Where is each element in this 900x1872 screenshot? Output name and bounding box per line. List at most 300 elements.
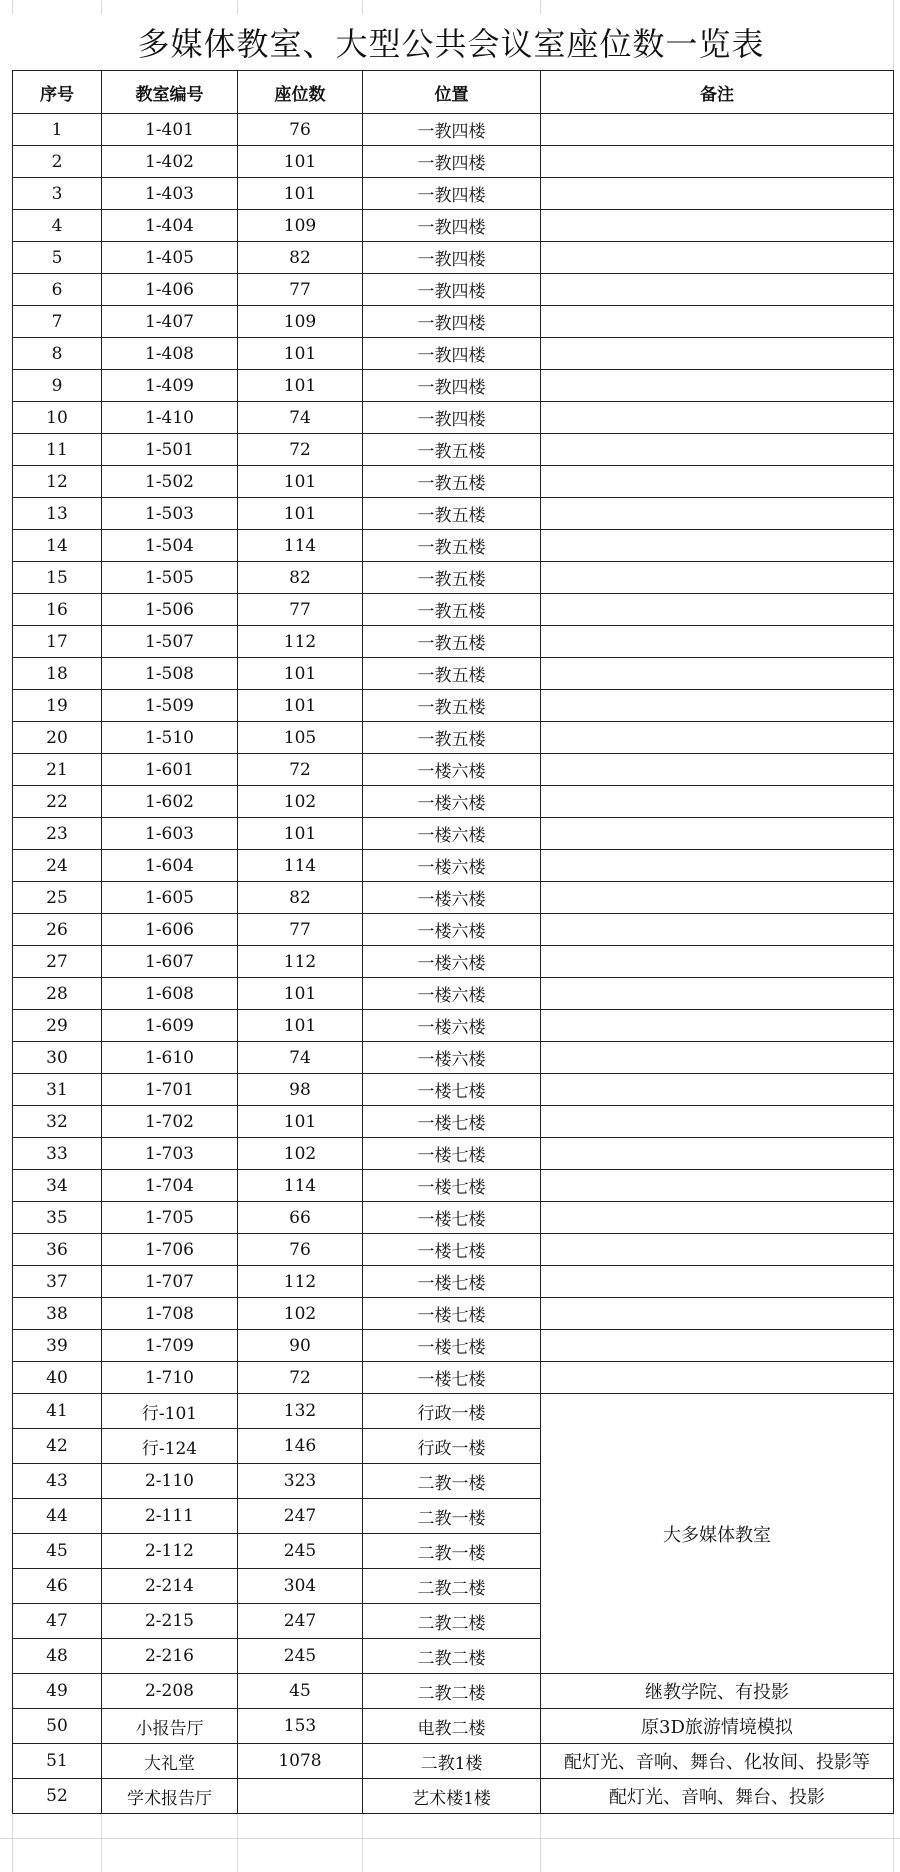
cell-location: 一教四楼 bbox=[363, 178, 541, 210]
cell-room: 1-601 bbox=[102, 754, 238, 786]
cell-seats: 247 bbox=[238, 1604, 363, 1639]
cell-seats: 245 bbox=[238, 1534, 363, 1569]
cell-note bbox=[541, 1074, 894, 1106]
header-no: 序号 bbox=[13, 71, 102, 114]
cell-no: 6 bbox=[13, 274, 102, 306]
cell-room: 大礼堂 bbox=[102, 1744, 238, 1779]
cell-seats: 101 bbox=[238, 658, 363, 690]
cell-note bbox=[541, 1266, 894, 1298]
table-row bbox=[13, 882, 894, 914]
cell-location: 一教五楼 bbox=[363, 626, 541, 658]
cell-seats: 76 bbox=[238, 114, 363, 146]
cell-room: 2-208 bbox=[102, 1674, 238, 1709]
cell-note bbox=[541, 562, 894, 594]
table-row bbox=[13, 1674, 894, 1709]
table-row bbox=[13, 306, 894, 338]
table-row bbox=[13, 1106, 894, 1138]
cell-no: 28 bbox=[13, 978, 102, 1010]
cell-note bbox=[541, 1042, 894, 1074]
cell-note: 继教学院、有投影 bbox=[541, 1674, 894, 1709]
cell-note bbox=[541, 338, 894, 370]
cell-location: 一楼六楼 bbox=[363, 754, 541, 786]
cell-no: 11 bbox=[13, 434, 102, 466]
cell-room: 1-705 bbox=[102, 1202, 238, 1234]
cell-seats: 74 bbox=[238, 402, 363, 434]
cell-note bbox=[541, 818, 894, 850]
cell-seats: 102 bbox=[238, 1138, 363, 1170]
table-row bbox=[13, 466, 894, 498]
cell-seats: 1078 bbox=[238, 1744, 363, 1779]
cell-location: 一楼七楼 bbox=[363, 1138, 541, 1170]
cell-note bbox=[541, 978, 894, 1010]
cell-location: 一教五楼 bbox=[363, 466, 541, 498]
cell-room: 1-604 bbox=[102, 850, 238, 882]
cell-note bbox=[541, 658, 894, 690]
cell-seats: 112 bbox=[238, 1266, 363, 1298]
cell-no: 24 bbox=[13, 850, 102, 882]
cell-note bbox=[541, 1010, 894, 1042]
cell-room: 1-403 bbox=[102, 178, 238, 210]
cell-no: 52 bbox=[13, 1779, 102, 1814]
cell-room: 1-410 bbox=[102, 402, 238, 434]
cell-no: 1 bbox=[13, 114, 102, 146]
header-row bbox=[13, 71, 894, 114]
cell-location: 二教一楼 bbox=[363, 1499, 541, 1534]
cell-location: 一教五楼 bbox=[363, 658, 541, 690]
cell-room: 1-401 bbox=[102, 114, 238, 146]
table-row bbox=[13, 754, 894, 786]
cell-seats: 114 bbox=[238, 1170, 363, 1202]
cell-note bbox=[541, 402, 894, 434]
table-row bbox=[13, 402, 894, 434]
table-row bbox=[13, 434, 894, 466]
header-room: 教室编号 bbox=[102, 71, 238, 114]
cell-note bbox=[541, 1202, 894, 1234]
cell-location: 一楼六楼 bbox=[363, 882, 541, 914]
cell-room: 1-702 bbox=[102, 1106, 238, 1138]
cell-room: 1-606 bbox=[102, 914, 238, 946]
table-row bbox=[13, 338, 894, 370]
table-row bbox=[13, 370, 894, 402]
cell-location: 二教二楼 bbox=[363, 1674, 541, 1709]
cell-seats: 304 bbox=[238, 1569, 363, 1604]
cell-seats: 90 bbox=[238, 1330, 363, 1362]
cell-seats: 82 bbox=[238, 882, 363, 914]
cell-room: 2-111 bbox=[102, 1499, 238, 1534]
cell-no: 40 bbox=[13, 1362, 102, 1394]
cell-location: 一教四楼 bbox=[363, 370, 541, 402]
cell-room: 1-506 bbox=[102, 594, 238, 626]
cell-note bbox=[541, 498, 894, 530]
cell-note: 原3D旅游情境模拟 bbox=[541, 1709, 894, 1744]
table-row bbox=[13, 1266, 894, 1298]
cell-room: 1-407 bbox=[102, 306, 238, 338]
cell-seats: 101 bbox=[238, 466, 363, 498]
cell-seats: 102 bbox=[238, 786, 363, 818]
cell-note bbox=[541, 274, 894, 306]
cell-no: 39 bbox=[13, 1330, 102, 1362]
table-row bbox=[13, 178, 894, 210]
cell-seats: 45 bbox=[238, 1674, 363, 1709]
cell-room: 1-508 bbox=[102, 658, 238, 690]
cell-note bbox=[541, 370, 894, 402]
cell-seats: 77 bbox=[238, 274, 363, 306]
cell-room: 1-509 bbox=[102, 690, 238, 722]
table-row bbox=[13, 914, 894, 946]
cell-note bbox=[541, 530, 894, 562]
cell-room: 1-607 bbox=[102, 946, 238, 978]
table-row bbox=[13, 658, 894, 690]
table-row bbox=[13, 1234, 894, 1266]
cell-seats: 66 bbox=[238, 1202, 363, 1234]
cell-seats: 102 bbox=[238, 1298, 363, 1330]
cell-location: 一教五楼 bbox=[363, 434, 541, 466]
cell-no: 8 bbox=[13, 338, 102, 370]
cell-location: 二教一楼 bbox=[363, 1534, 541, 1569]
cell-room: 1-704 bbox=[102, 1170, 238, 1202]
cell-no: 20 bbox=[13, 722, 102, 754]
table-row bbox=[13, 1074, 894, 1106]
cell-room: 1-708 bbox=[102, 1298, 238, 1330]
cell-room: 1-502 bbox=[102, 466, 238, 498]
table-row bbox=[13, 1042, 894, 1074]
table-row bbox=[13, 242, 894, 274]
table-row bbox=[13, 786, 894, 818]
cell-no: 23 bbox=[13, 818, 102, 850]
cell-room: 行-101 bbox=[102, 1394, 238, 1429]
cell-room: 1-701 bbox=[102, 1074, 238, 1106]
table-row bbox=[13, 690, 894, 722]
table-row bbox=[13, 274, 894, 306]
cell-location: 一楼七楼 bbox=[363, 1106, 541, 1138]
cell-seats: 101 bbox=[238, 1106, 363, 1138]
cell-seats: 101 bbox=[238, 818, 363, 850]
cell-seats: 101 bbox=[238, 146, 363, 178]
cell-location: 二教二楼 bbox=[363, 1569, 541, 1604]
cell-location: 一教四楼 bbox=[363, 402, 541, 434]
cell-location: 二教1楼 bbox=[363, 1744, 541, 1779]
cell-seats: 245 bbox=[238, 1639, 363, 1674]
cell-no: 26 bbox=[13, 914, 102, 946]
header-location: 位置 bbox=[363, 71, 541, 114]
cell-no: 5 bbox=[13, 242, 102, 274]
cell-no: 48 bbox=[13, 1639, 102, 1674]
cell-no: 33 bbox=[13, 1138, 102, 1170]
cell-location: 一楼七楼 bbox=[363, 1202, 541, 1234]
cell-room: 2-110 bbox=[102, 1464, 238, 1499]
cell-seats: 72 bbox=[238, 754, 363, 786]
cell-note: 配灯光、音响、舞台、化妆间、投影等 bbox=[541, 1744, 894, 1779]
cell-room: 学术报告厅 bbox=[102, 1779, 238, 1814]
table-row bbox=[13, 1202, 894, 1234]
table-row bbox=[13, 1394, 894, 1429]
cell-location: 一教四楼 bbox=[363, 306, 541, 338]
cell-no: 51 bbox=[13, 1744, 102, 1779]
cell-seats bbox=[238, 1779, 363, 1814]
cell-note bbox=[541, 690, 894, 722]
cell-note bbox=[541, 434, 894, 466]
cell-no: 38 bbox=[13, 1298, 102, 1330]
cell-room: 1-503 bbox=[102, 498, 238, 530]
cell-seats: 109 bbox=[238, 306, 363, 338]
cell-no: 27 bbox=[13, 946, 102, 978]
cell-no: 41 bbox=[13, 1394, 102, 1429]
table-row bbox=[13, 562, 894, 594]
cell-seats: 101 bbox=[238, 690, 363, 722]
cell-location: 一教五楼 bbox=[363, 562, 541, 594]
cell-note bbox=[541, 242, 894, 274]
cell-seats: 101 bbox=[238, 498, 363, 530]
cell-no: 12 bbox=[13, 466, 102, 498]
table-row bbox=[13, 210, 894, 242]
cell-note bbox=[541, 114, 894, 146]
cell-room: 1-608 bbox=[102, 978, 238, 1010]
cell-seats: 112 bbox=[238, 626, 363, 658]
cell-seats: 101 bbox=[238, 370, 363, 402]
cell-no: 45 bbox=[13, 1534, 102, 1569]
cell-location: 一楼六楼 bbox=[363, 1042, 541, 1074]
cell-no: 50 bbox=[13, 1709, 102, 1744]
table-row bbox=[13, 626, 894, 658]
cell-room: 小报告厅 bbox=[102, 1709, 238, 1744]
cell-note: 配灯光、音响、舞台、投影 bbox=[541, 1779, 894, 1814]
cell-location: 一楼六楼 bbox=[363, 914, 541, 946]
cell-no: 13 bbox=[13, 498, 102, 530]
cell-room: 1-603 bbox=[102, 818, 238, 850]
cell-location: 一教四楼 bbox=[363, 146, 541, 178]
cell-seats: 101 bbox=[238, 338, 363, 370]
cell-seats: 74 bbox=[238, 1042, 363, 1074]
cell-note-merged: 大多媒体教室 bbox=[541, 1394, 894, 1674]
cell-seats: 101 bbox=[238, 1010, 363, 1042]
cell-seats: 114 bbox=[238, 850, 363, 882]
cell-room: 1-507 bbox=[102, 626, 238, 658]
cell-location: 一楼六楼 bbox=[363, 946, 541, 978]
cell-note bbox=[541, 722, 894, 754]
table-body bbox=[13, 114, 894, 1814]
cell-location: 一教四楼 bbox=[363, 274, 541, 306]
cell-no: 17 bbox=[13, 626, 102, 658]
cell-location: 一教四楼 bbox=[363, 114, 541, 146]
cell-location: 二教二楼 bbox=[363, 1604, 541, 1639]
seat-table bbox=[12, 70, 894, 1814]
cell-location: 行政一楼 bbox=[363, 1429, 541, 1464]
cell-seats: 82 bbox=[238, 562, 363, 594]
page-title: 多媒体教室、大型公共会议室座位数一览表 bbox=[12, 14, 890, 70]
cell-room: 1-707 bbox=[102, 1266, 238, 1298]
header-seats: 座位数 bbox=[238, 71, 363, 114]
cell-seats: 109 bbox=[238, 210, 363, 242]
cell-no: 30 bbox=[13, 1042, 102, 1074]
cell-room: 1-610 bbox=[102, 1042, 238, 1074]
cell-room: 1-406 bbox=[102, 274, 238, 306]
cell-room: 1-505 bbox=[102, 562, 238, 594]
cell-no: 32 bbox=[13, 1106, 102, 1138]
cell-seats: 101 bbox=[238, 178, 363, 210]
cell-no: 3 bbox=[13, 178, 102, 210]
cell-no: 47 bbox=[13, 1604, 102, 1639]
cell-no: 43 bbox=[13, 1464, 102, 1499]
cell-no: 31 bbox=[13, 1074, 102, 1106]
table-row bbox=[13, 946, 894, 978]
cell-note bbox=[541, 1106, 894, 1138]
cell-room: 1-405 bbox=[102, 242, 238, 274]
cell-no: 10 bbox=[13, 402, 102, 434]
cell-seats: 77 bbox=[238, 914, 363, 946]
cell-note bbox=[541, 946, 894, 978]
cell-no: 35 bbox=[13, 1202, 102, 1234]
cell-location: 一教五楼 bbox=[363, 594, 541, 626]
table-row bbox=[13, 1170, 894, 1202]
table-row bbox=[13, 1744, 894, 1779]
table-row bbox=[13, 818, 894, 850]
cell-room: 2-214 bbox=[102, 1569, 238, 1604]
cell-location: 一楼七楼 bbox=[363, 1266, 541, 1298]
cell-seats: 72 bbox=[238, 434, 363, 466]
cell-no: 37 bbox=[13, 1266, 102, 1298]
cell-note bbox=[541, 626, 894, 658]
cell-room: 1-408 bbox=[102, 338, 238, 370]
cell-seats: 77 bbox=[238, 594, 363, 626]
table-row bbox=[13, 722, 894, 754]
table-row bbox=[13, 1779, 894, 1814]
cell-seats: 146 bbox=[238, 1429, 363, 1464]
cell-seats: 82 bbox=[238, 242, 363, 274]
cell-location: 一教五楼 bbox=[363, 722, 541, 754]
cell-no: 7 bbox=[13, 306, 102, 338]
cell-seats: 101 bbox=[238, 978, 363, 1010]
cell-location: 一楼六楼 bbox=[363, 786, 541, 818]
cell-room: 1-706 bbox=[102, 1234, 238, 1266]
cell-room: 1-510 bbox=[102, 722, 238, 754]
cell-room: 1-703 bbox=[102, 1138, 238, 1170]
cell-note bbox=[541, 1138, 894, 1170]
cell-location: 一教五楼 bbox=[363, 498, 541, 530]
cell-room: 2-215 bbox=[102, 1604, 238, 1639]
cell-location: 一教五楼 bbox=[363, 530, 541, 562]
cell-location: 一楼六楼 bbox=[363, 1010, 541, 1042]
table-row bbox=[13, 1138, 894, 1170]
cell-location: 一教五楼 bbox=[363, 690, 541, 722]
table-row bbox=[13, 498, 894, 530]
cell-no: 21 bbox=[13, 754, 102, 786]
cell-note bbox=[541, 1170, 894, 1202]
cell-location: 艺术楼1楼 bbox=[363, 1779, 541, 1814]
cell-note bbox=[541, 1234, 894, 1266]
table-row bbox=[13, 850, 894, 882]
cell-location: 一楼六楼 bbox=[363, 850, 541, 882]
cell-room: 1-404 bbox=[102, 210, 238, 242]
table-row bbox=[13, 1298, 894, 1330]
cell-no: 18 bbox=[13, 658, 102, 690]
cell-seats: 247 bbox=[238, 1499, 363, 1534]
cell-location: 二教二楼 bbox=[363, 1639, 541, 1674]
cell-room: 1-605 bbox=[102, 882, 238, 914]
cell-note bbox=[541, 914, 894, 946]
table-row bbox=[13, 114, 894, 146]
cell-no: 22 bbox=[13, 786, 102, 818]
cell-seats: 76 bbox=[238, 1234, 363, 1266]
cell-no: 49 bbox=[13, 1674, 102, 1709]
cell-note bbox=[541, 882, 894, 914]
cell-room: 1-402 bbox=[102, 146, 238, 178]
cell-seats: 98 bbox=[238, 1074, 363, 1106]
cell-location: 一教四楼 bbox=[363, 338, 541, 370]
cell-no: 4 bbox=[13, 210, 102, 242]
table-row bbox=[13, 978, 894, 1010]
cell-seats: 132 bbox=[238, 1394, 363, 1429]
table-row bbox=[13, 594, 894, 626]
cell-location: 二教一楼 bbox=[363, 1464, 541, 1499]
cell-location: 一楼七楼 bbox=[363, 1234, 541, 1266]
cell-room: 1-504 bbox=[102, 530, 238, 562]
cell-room: 1-609 bbox=[102, 1010, 238, 1042]
cell-no: 44 bbox=[13, 1499, 102, 1534]
cell-note bbox=[541, 1362, 894, 1394]
cell-no: 36 bbox=[13, 1234, 102, 1266]
cell-room: 2-112 bbox=[102, 1534, 238, 1569]
cell-location: 一教四楼 bbox=[363, 210, 541, 242]
cell-no: 15 bbox=[13, 562, 102, 594]
cell-no: 29 bbox=[13, 1010, 102, 1042]
cell-note bbox=[541, 754, 894, 786]
cell-room: 1-501 bbox=[102, 434, 238, 466]
cell-location: 行政一楼 bbox=[363, 1394, 541, 1429]
cell-no: 46 bbox=[13, 1569, 102, 1604]
cell-note bbox=[541, 850, 894, 882]
cell-no: 19 bbox=[13, 690, 102, 722]
cell-room: 1-710 bbox=[102, 1362, 238, 1394]
table-row bbox=[13, 1709, 894, 1744]
table-row bbox=[13, 146, 894, 178]
table-row bbox=[13, 530, 894, 562]
cell-no: 34 bbox=[13, 1170, 102, 1202]
cell-note bbox=[541, 146, 894, 178]
cell-note bbox=[541, 306, 894, 338]
cell-no: 42 bbox=[13, 1429, 102, 1464]
cell-room: 1-409 bbox=[102, 370, 238, 402]
table-row bbox=[13, 1330, 894, 1362]
cell-no: 14 bbox=[13, 530, 102, 562]
cell-seats: 72 bbox=[238, 1362, 363, 1394]
cell-location: 一楼七楼 bbox=[363, 1074, 541, 1106]
cell-note bbox=[541, 1330, 894, 1362]
cell-location: 一楼六楼 bbox=[363, 818, 541, 850]
cell-room: 1-709 bbox=[102, 1330, 238, 1362]
cell-location: 一楼七楼 bbox=[363, 1298, 541, 1330]
cell-no: 25 bbox=[13, 882, 102, 914]
cell-note bbox=[541, 466, 894, 498]
cell-seats: 323 bbox=[238, 1464, 363, 1499]
cell-note bbox=[541, 786, 894, 818]
cell-note bbox=[541, 178, 894, 210]
cell-no: 16 bbox=[13, 594, 102, 626]
cell-location: 电教二楼 bbox=[363, 1709, 541, 1744]
cell-no: 2 bbox=[13, 146, 102, 178]
cell-location: 一楼七楼 bbox=[363, 1170, 541, 1202]
header-note: 备注 bbox=[541, 71, 894, 114]
table-row bbox=[13, 1010, 894, 1042]
cell-no: 9 bbox=[13, 370, 102, 402]
cell-note bbox=[541, 210, 894, 242]
table-row bbox=[13, 1362, 894, 1394]
cell-room: 1-602 bbox=[102, 786, 238, 818]
cell-location: 一楼七楼 bbox=[363, 1362, 541, 1394]
cell-location: 一楼六楼 bbox=[363, 978, 541, 1010]
cell-location: 一教四楼 bbox=[363, 242, 541, 274]
cell-note bbox=[541, 1298, 894, 1330]
cell-room: 行-124 bbox=[102, 1429, 238, 1464]
